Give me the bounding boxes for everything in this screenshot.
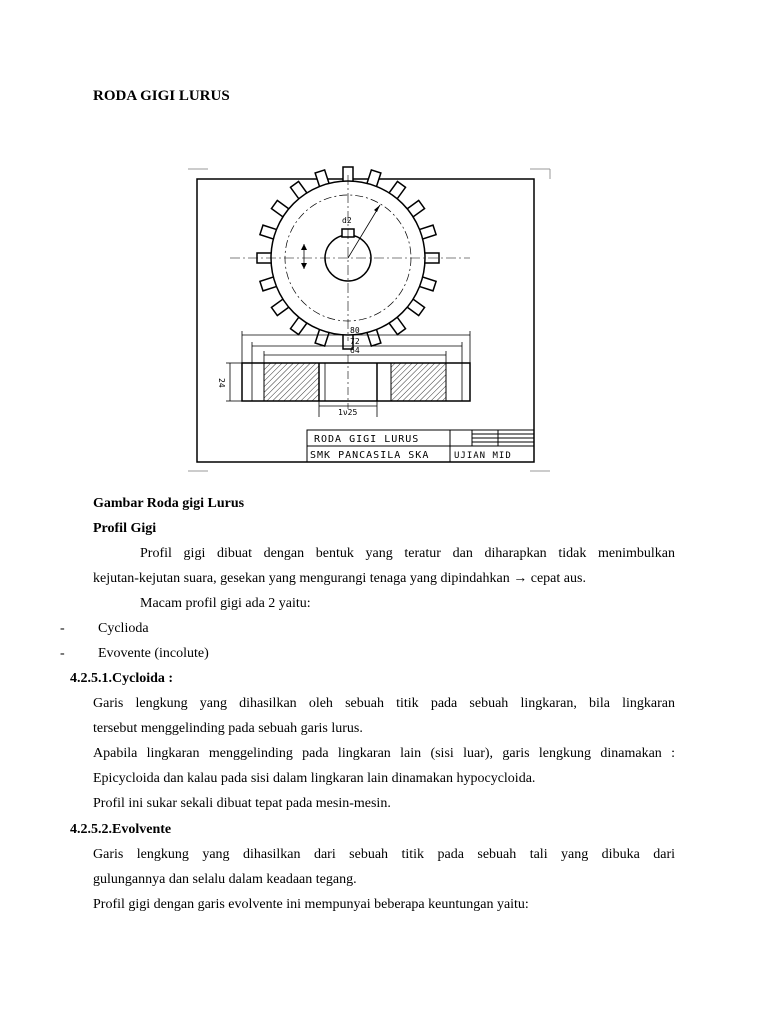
title-block-exam: UJIAN MID bbox=[454, 451, 512, 461]
paragraph-line: Epicycloida dan kalau pada sisi dalam lingkaran lain dinamakan hypocycloida. bbox=[93, 771, 536, 786]
gear-drawing-figure bbox=[180, 165, 555, 475]
figure-caption: Gambar Roda gigi Lurus bbox=[93, 496, 245, 511]
gear-front-view bbox=[230, 167, 470, 349]
section-heading-cycloida: 4.2.5.1.Cycloida : bbox=[70, 671, 174, 686]
paragraph-line: Garis lengkung yang dihasilkan dari sebuah titik pada sebuah tali yang dibuka dari bbox=[93, 847, 675, 862]
paragraph-line: Profil gigi dibuat dengan bentuk yang teratur dan diharapkan tidak menimbulkan bbox=[140, 546, 675, 561]
paragraph-line: Apabila lingkaran menggelinding pada lingkaran lain (sisi luar), garis lengkung dinamakan : bbox=[93, 746, 675, 761]
paragraph-line: Macam profil gigi ada 2 yaitu: bbox=[140, 596, 311, 611]
list-item: Cyclioda bbox=[98, 621, 149, 636]
paragraph-line: Garis lengkung yang dihasilkan oleh sebuah titik pada sebuah lingkaran, bila lingkaran bbox=[93, 696, 675, 711]
title-block-school: SMK PANCASILA SKA bbox=[310, 450, 430, 461]
paragraph-line: Profil gigi dengan garis evolvente ini mempunyai beberapa keuntungan yaitu: bbox=[93, 897, 529, 912]
dim-bore-label: 1ν25 bbox=[338, 408, 358, 417]
dim-80-label: 80 bbox=[350, 326, 360, 335]
gear-side-section bbox=[242, 355, 470, 409]
page-title: RODA GIGI LURUS bbox=[93, 88, 230, 104]
paragraph-line: Profil ini sukar sekali dibuat tepat pada mesin-mesin. bbox=[93, 796, 391, 811]
paragraph-line: tersebut menggelinding pada sebuah garis lurus. bbox=[93, 721, 363, 736]
dim-24-label: 24 bbox=[217, 378, 226, 388]
list-bullet: - bbox=[60, 646, 65, 661]
dim-72-label: 72 bbox=[350, 337, 360, 346]
section-heading-profil-gigi: Profil Gigi bbox=[93, 521, 157, 536]
title-block-name: RODA GIGI LURUS bbox=[314, 434, 420, 445]
section-heading-evolvente: 4.2.5.2.Evolvente bbox=[70, 822, 172, 837]
arrow-right-icon: → bbox=[513, 571, 528, 586]
paragraph-line: gulungannya dan selalu dalam keadaan tegang. bbox=[93, 872, 357, 887]
list-bullet: - bbox=[60, 621, 65, 636]
list-item: Evovente (incolute) bbox=[98, 646, 209, 661]
paragraph-line: kejutan-kejutan suara, gesekan yang mengurangi tenaga yang dipindahkan → cepat aus. bbox=[93, 571, 586, 586]
dim-diameter-label: d2 bbox=[342, 216, 352, 225]
dim-64-label: 64 bbox=[350, 346, 360, 355]
